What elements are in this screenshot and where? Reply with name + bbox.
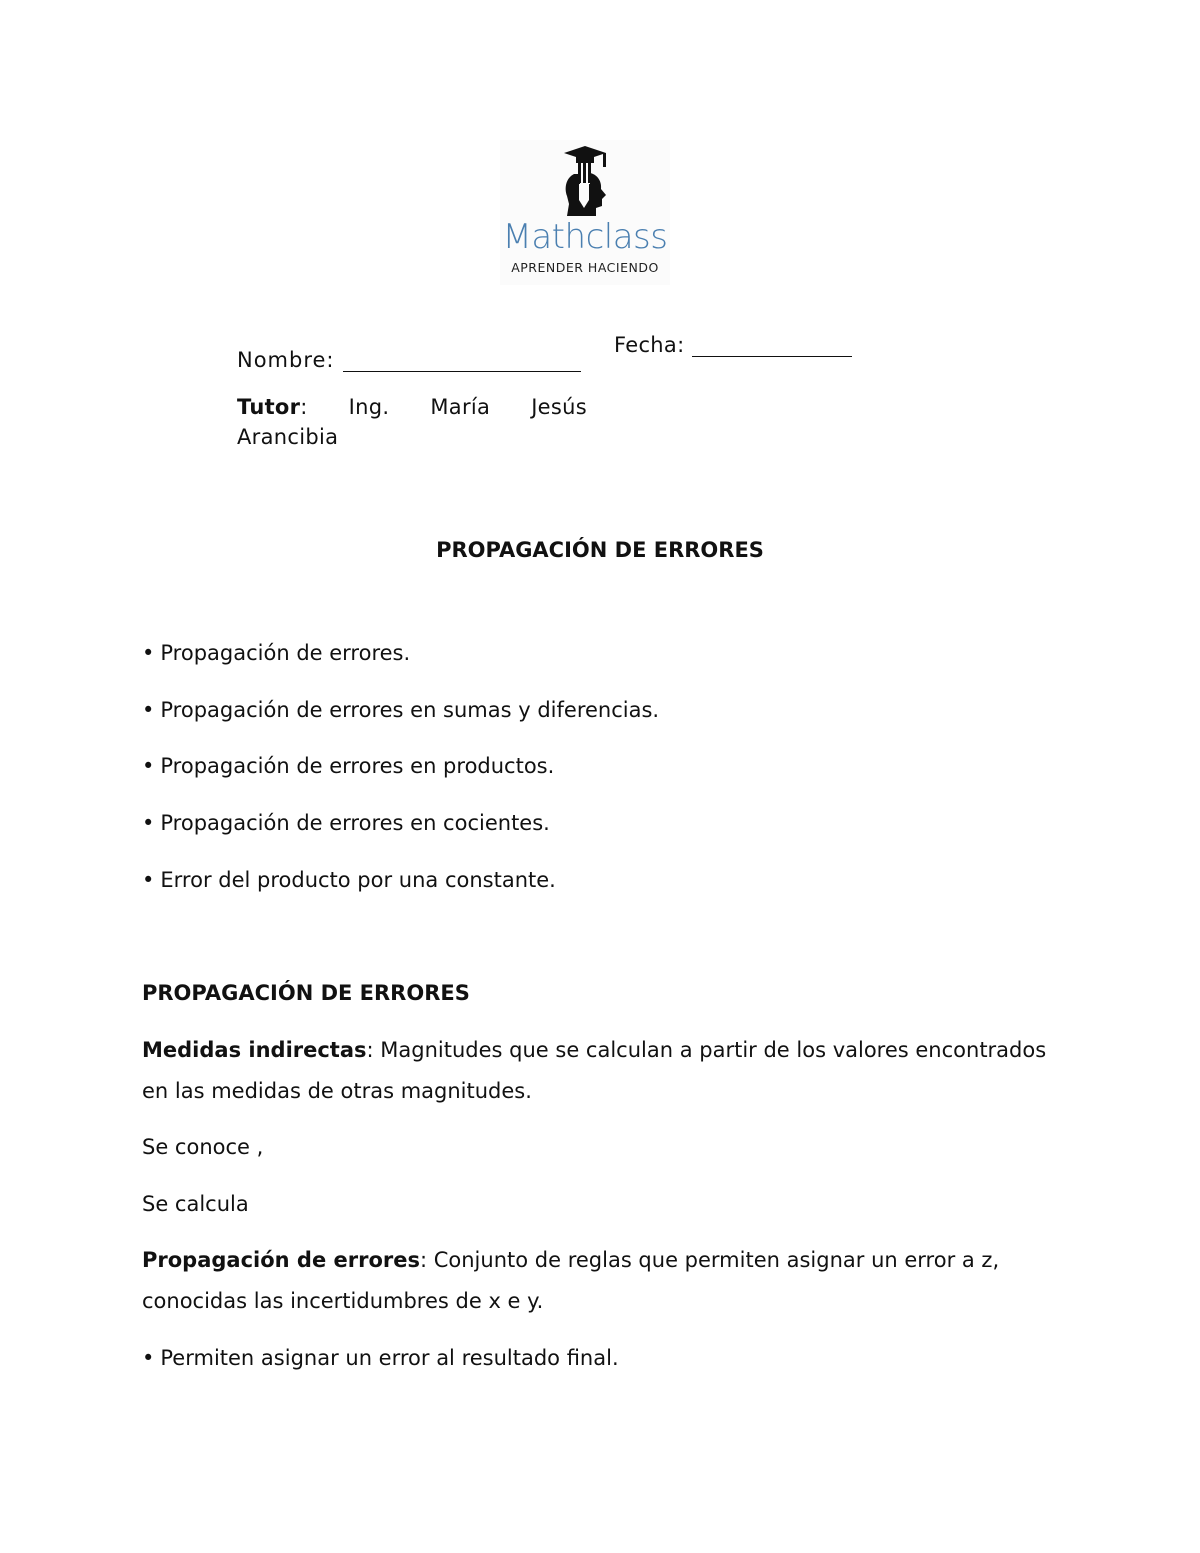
bullet-icon: • bbox=[142, 1346, 155, 1370]
list-item-text: Propagación de errores en productos. bbox=[160, 754, 555, 778]
list-item bbox=[142, 870, 556, 891]
logo-title: Mathclass bbox=[502, 217, 668, 257]
medidas-text: : Magnitudes que se calculan a partir de los valores encontrados en las medidas de otras magnitudes. bbox=[142, 1038, 1047, 1103]
nombre-label: Nombre: bbox=[237, 348, 335, 372]
list-item-text: Propagación de errores en sumas y diferencias. bbox=[160, 698, 660, 722]
propagacion-paragraph bbox=[142, 1240, 1057, 1322]
list-item bbox=[142, 643, 410, 664]
nombre-field bbox=[237, 350, 581, 372]
tutor-line bbox=[237, 392, 587, 452]
bullet-icon: • bbox=[142, 641, 155, 665]
page-title: PROPAGACIÓN DE ERRORES bbox=[436, 538, 764, 562]
tutor-value: : Ing. María Jesús Arancibia bbox=[237, 395, 587, 449]
fecha-field bbox=[614, 335, 852, 357]
fecha-label: Fecha: bbox=[614, 333, 685, 357]
se-conoce-line: Se conoce , bbox=[142, 1135, 264, 1159]
graduate-head-icon bbox=[558, 144, 612, 220]
propagacion-text: : Conjunto de reglas que permiten asignar un error a z, conocidas las incertidumbres de x e y. bbox=[142, 1248, 1000, 1313]
list-item bbox=[142, 1348, 619, 1369]
se-calcula-line: Se calcula bbox=[142, 1192, 249, 1216]
nombre-blank-line bbox=[343, 350, 581, 372]
list-item bbox=[142, 700, 659, 721]
list-item bbox=[142, 756, 554, 777]
tutor-label: Tutor bbox=[237, 395, 301, 419]
bullet-icon: • bbox=[142, 754, 155, 778]
list-item-text: Permiten asignar un error al resultado final. bbox=[160, 1346, 619, 1370]
bullet-icon: • bbox=[142, 868, 155, 892]
bullet-icon: • bbox=[142, 698, 155, 722]
logo-tagline: APRENDER HACIENDO bbox=[511, 260, 659, 275]
medidas-term: Medidas indirectas bbox=[142, 1038, 367, 1062]
list-item-text: Propagación de errores en cocientes. bbox=[160, 811, 550, 835]
list-item-text: Propagación de errores. bbox=[160, 641, 411, 665]
bullet-icon: • bbox=[142, 811, 155, 835]
propagacion-term: Propagación de errores bbox=[142, 1248, 420, 1272]
list-item bbox=[142, 813, 550, 834]
fecha-blank-line bbox=[692, 335, 852, 357]
list-item-text: Error del producto por una constante. bbox=[160, 868, 556, 892]
medidas-paragraph bbox=[142, 1030, 1057, 1112]
section-heading: PROPAGACIÓN DE ERRORES bbox=[142, 981, 470, 1005]
mathclass-logo bbox=[500, 140, 670, 285]
